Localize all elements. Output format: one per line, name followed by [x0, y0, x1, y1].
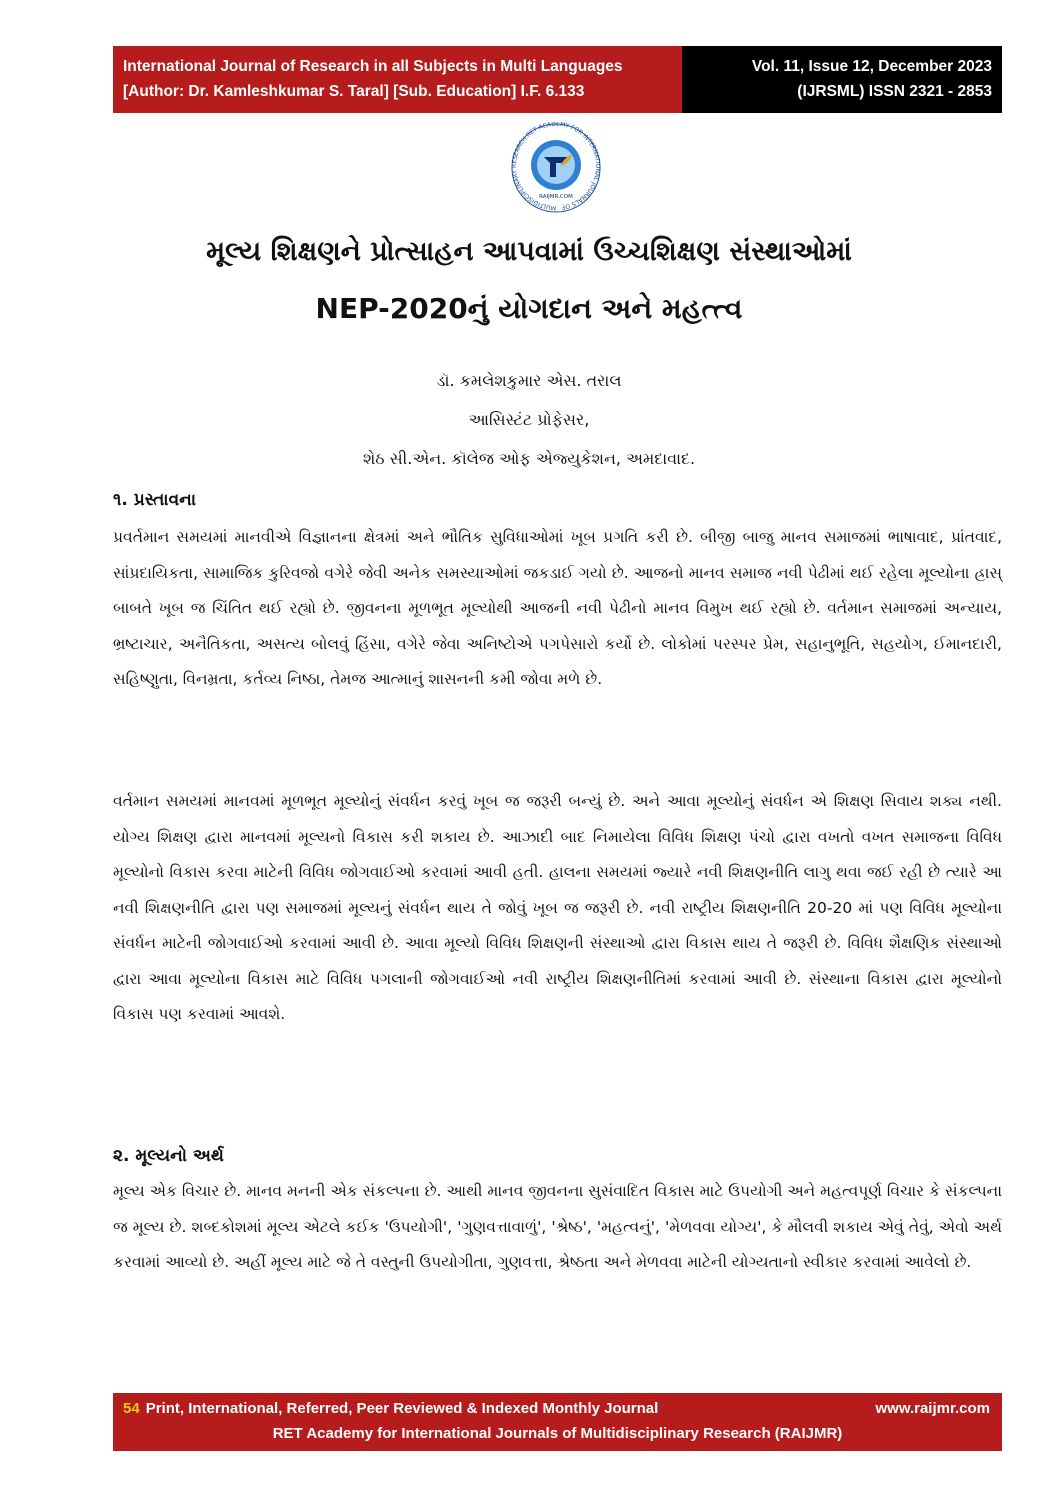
journal-name: International Journal of Research in all Subjects in Multi Languages: [123, 58, 623, 75]
author-subject-line: [Author: Dr. Kamleshkumar S. Taral] [Sub. Education] I.F. 6.133: [123, 83, 585, 100]
journal-header: [113, 46, 1002, 113]
section-heading-introduction: ૧. પ્રસ્તાવના: [113, 490, 197, 510]
page-number: 54: [123, 1400, 140, 1417]
footer-line1: [123, 1400, 658, 1417]
paper-title-line1: મૂલ્ય શિક્ષણને પ્રોત્સાહન આપવામાં ઉચ્ચશિક્ષણ સંસ્થાઓમાં: [206, 236, 852, 267]
header-left-block: [113, 46, 682, 113]
footer-journal-type: Print, International, Referred, Peer Reviewed & Indexed Monthly Journal: [145, 1400, 659, 1417]
paragraph-meaning-of-value: મૂલ્ય એક વિચાર છે. માનવ મનની એક સંકલ્પના છે. આથી માનવ જીવનના સુસંવાદિત વિકાસ માટે ઉપયોગી અને મહત્વપૂર્ણ વિચાર કે સંકલ્પના જ મૂલ્ય છે. શબ્દકોશમાં મૂલ્ય એટલે કઈક 'ઉપયોગી', 'ગુણવત્તાવાળું', 'શ્રેષ્ઠ', 'મહત્વનું', 'મેળવવા યોગ્ય', કે મૌલવી શકાય એવું તેવું, એવો અર્થ કરવામાં આવ્યો છે. અહીં મૂલ્ય માટે જે તે વસ્તુની ઉપયોગીતા, ગુણવત્તા, શ્રેષ્ઠતા અને મેળવવા માટેની યોગ્યતાનો સ્વીકાર કરવામાં આવેલો છે.: [113, 1182, 1002, 1271]
section-heading-meaning-of-value: ૨. મૂલ્યનો અર્થ: [113, 1146, 224, 1166]
journal-website-link[interactable]: www.raijmr.com: [875, 1400, 990, 1417]
paragraph-introduction-1: પ્રવર્તમાન સમયમાં માનવીએ વિજ્ઞાનના ક્ષેત્રમાં અને ભૌતિક સુવિધાઓમાં ખૂબ પ્રગતિ કરી છે. બીજી બાજુ માનવ સમાજમાં ભાષાવાદ, પ્રાંતવાદ, સાંપ્રદાયિકતા, સામાજિક કુરિવજો વગેરે જેવી અનેક સમસ્યાઓમાં જકડાઈ ગયો છે. આજનો માનવ સમાજ નવી પેઢીમાં થઈ રહેલા મૂલ્યોના હ્રાસ્ બાબતે ખૂબ જ ચિંતિત થઈ રહ્યો છે. જીવનના મૂળભૂત મૂલ્યોથી આજની નવી પેઢીનો માનવ વિમુખ થઈ રહ્યો છે. વર્તમાન સમાજમાં અન્યાય, ભ્રષ્ટાચાર, અનૈતિકતા, અસત્ય બોલવું હિંસા, વગેરે જેવા અનિષ્ટોએ પગપેસારો કર્યો છે. લોકોમાં પરસ્પર પ્રેમ, સહાનુભૂતિ, સહયોગ, ઈમાનદારી, સહિષ્ણુતા, વિનમ્રતા, કર્તવ્ય નિષ્ઠા, તેમજ આત્માનું શાસનની કમી જોવા મળે છે.: [113, 528, 1002, 688]
author-institution: શેઠ સી.એન. કૉલેજ ઓફ એજ્યુકેશન, અમદાવાદ.: [362, 449, 696, 468]
logo-center-text: RAIJMR.COM: [539, 194, 573, 200]
journal-footer: [113, 1393, 1002, 1451]
footer-publisher: RET Academy for International Journals of Multidisciplinary Research (RAIJMR): [272, 1425, 843, 1442]
paper-title-line2: NEP-2020નું યોગદાન અને મહત્ત્વ: [315, 292, 743, 325]
volume-issue: Vol. 11, Issue 12, December 2023: [751, 58, 992, 75]
paragraph-introduction-2: વર્તમાન સમયમાં માનવમાં મૂળભૂત મૂલ્યોનું સંવર્ધન કરવું ખૂબ જ જરૂરી બન્યું છે. અને આવા મૂલ્યોનું સંવર્ધન એ શિક્ષણ સિવાય શક્ય નથી. યોગ્ય શિક્ષણ દ્વારા માનવમાં મૂલ્યનો વિકાસ કરી શકાય છે. આઝાદી બાદ નિમાયેલા વિવિધ શિક્ષણ પંચો દ્વારા વખતો વખત સમાજના વિવિધ મૂલ્યોનો વિકાસ કરવા માટેની વિવિધ જોગવાઈઓ કરવામાં આવી હતી. હાલના સમયમાં જ્યારે નવી શિક્ષણનીતિ લાગુ થવા જઈ રહી છે ત્યારે આ નવી શિક્ષણનીતિ દ્વારા પણ સમાજમાં મૂલ્યનું સંવર્ધન થાય તે જોવું ખૂબ જ જરૂરી છે. નવી રાષ્ટ્રીય શિક્ષણનીતિ 20-20 માં પણ વિવિધ મૂલ્યોના સંવર્ધન માટેની જોગવાઈઓ કરવામાં આવી છે. આવા મૂલ્યો વિવિધ શિક્ષણની સંસ્થાઓ દ્વારા વિકાસ થાય તે જરૂરી છે. વિવિધ શૈક્ષણિક સંસ્થાઓ દ્વારા આવા મૂલ્યોના વિકાસ માટે વિવિધ પગલાની જોગવાઈઓ નવી રાષ્ટ્રીય શિક્ષણનીતિમાં કરવામાં આવી છે. સંસ્થાના વિકાસ દ્વારા મૂલ્યોનો વિકાસ પણ કરવામાં આવશે.: [113, 792, 1002, 1023]
author-designation: આસિસ્ટંટ પ્રોફેસર,: [468, 410, 590, 429]
logo-ring-text: MULTIDISCIPLINARY RESEARCH RET ACADEMY FOR INTERNATIONAL JOURNALS OF: [511, 122, 602, 212]
journal-logo: [500, 122, 612, 214]
issn: (IJRSML) ISSN 2321 - 2853: [797, 83, 992, 100]
author-name: ડૉ. કમલેશકુમાર એસ. તરાલ: [436, 371, 622, 390]
header-right-block: [682, 46, 1002, 113]
